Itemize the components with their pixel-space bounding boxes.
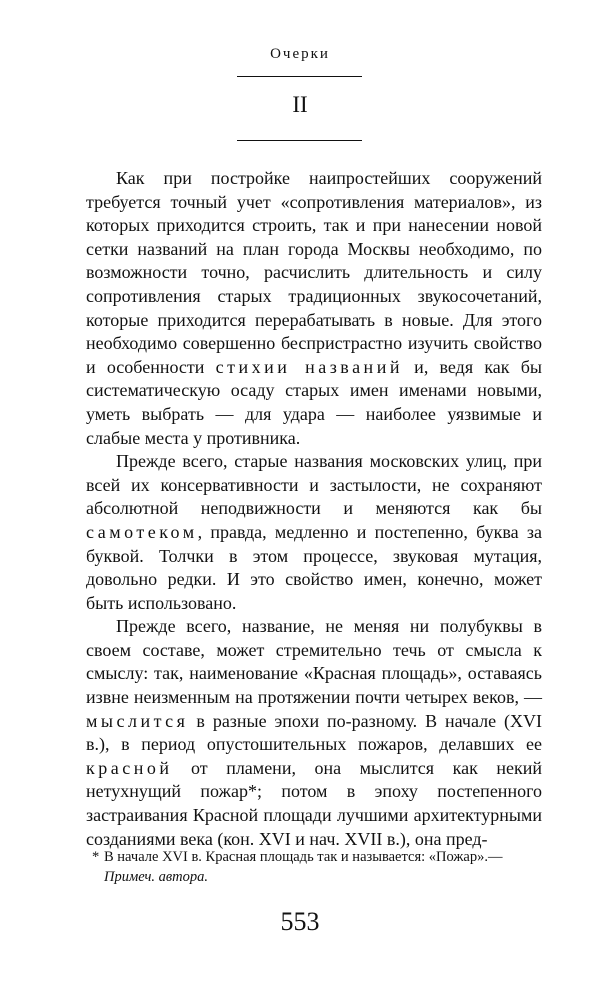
page-number: 553 <box>280 907 320 936</box>
footnote <box>92 847 544 887</box>
running-header: Очерки <box>270 46 330 62</box>
footnote-author-note: Примеч. автора. <box>104 869 209 885</box>
chapter-rule <box>237 140 362 141</box>
header-rule <box>237 76 362 77</box>
spaced-emphasis: стихии названий <box>215 356 403 377</box>
spaced-emphasis: самотеком <box>86 521 198 542</box>
body-text <box>86 167 542 851</box>
paragraph-2: Прежде всего, старые названия московских улиц, при всей их консервативности и застылости, не сохраняют абсолютной неподвижности и меняются как бы самотеком, правда, медленно и постепенно, буква за буквой. Толчки в этом процессе, звуковая мутация, довольно редки. И это свойство имен, конечно, может быть использовано. <box>86 451 542 613</box>
chapter-number: II <box>292 92 308 117</box>
spaced-emphasis: мыслится <box>86 710 189 731</box>
paragraph-3: Прежде всего, название, не меняя ни полубуквы в своем составе, может стремительно течь от смысла к смыслу: так, наименование «Красная площадь», оставаясь извне неизменным на протяжении почти четырех веков, — мыслится в разные эпохи по-разному. В начале (XVI в.), в период опустошительных пожаров, делавших ее красной от пламени, она мыслится как некий нетухнущий пожар*; потом в эпоху постепенного застраивания Красной площади лучшими архитектурными созданиями века (кон. XVI и нач. XVII в.), она пред- <box>86 616 543 849</box>
paragraph-1: Как при постройке наипростейших сооружений требуется точный учет «сопротивления материалов», из которых приходится строить, так и при нанесении новой сетки названий на план города Москвы необходимо, по возможности точно, расчислить длительность и силу сопротивления старых традиционных звукосочетаний, которые приходится перерабатывать в новые. Для этого необходимо совершенно беспристрастно изучить свойство и особенности стихии названий и, ведя как бы систематическую осаду старых имен именами новыми, уметь выбрать — для удара — наиболее уязвимые и слабые места у противника. <box>86 168 542 448</box>
spaced-emphasis: красной <box>86 757 173 778</box>
footnote-reference[interactable]: * <box>248 781 257 802</box>
footnote-mark: * <box>92 849 100 865</box>
footnote-text: В начале XVI в. Красная площадь так и называется: «Пожар».— <box>104 849 503 865</box>
